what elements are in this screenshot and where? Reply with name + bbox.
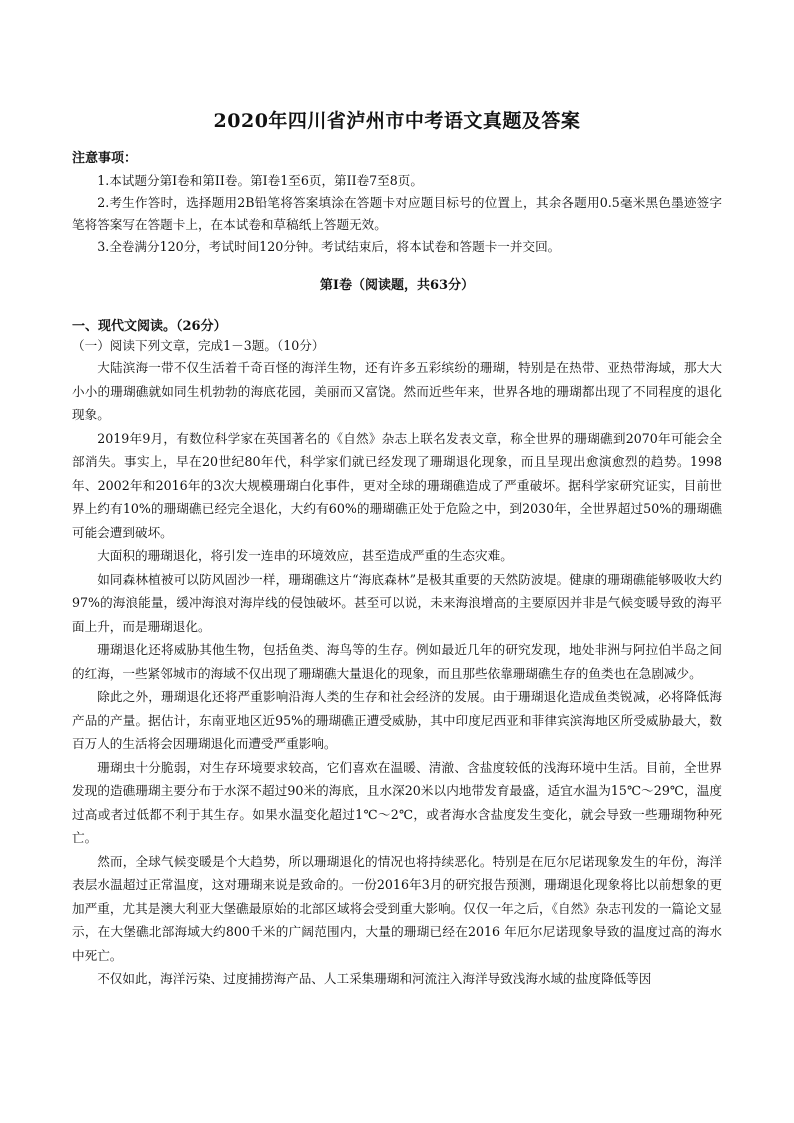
article-paragraph: 珊瑚退化还将威胁其他生物，包括鱼类、海鸟等的生存。例如最近几年的研究发现，地处非洲与阿拉伯半岛之间的红海，一些紧邻城市的海域不仅出现了珊瑚礁大量退化的现象，而且那些依靠珊瑚礁生存的鱼类也在急剧减少。 xyxy=(72,642,722,681)
part-heading: 一、现代文阅读。（26分） xyxy=(72,319,227,334)
section-title: 第Ⅰ卷（阅读题，共63分） xyxy=(319,278,475,293)
article-paragraph: 大面积的珊瑚退化，将引发一连串的环境效应，甚至造成严重的生态灾难。 xyxy=(97,548,513,563)
document-title: 2020年四川省泸州市中考语文真题及答案 xyxy=(213,110,581,132)
article-paragraph: 不仅如此，海洋污染、过度捕捞海产品、人工采集珊瑚和河流注入海洋导致浅海水域的盐度降低等因 xyxy=(97,971,652,986)
notice-section xyxy=(72,147,722,258)
article-paragraph: 2019年9月，有数位科学家在英国著名的《自然》杂志上联名发表文章，称全世界的珊瑚礁到2070年可能会全部消失。事实上，早在20世纪80年代，科学家们就已经发现了珊瑚退化现象，而且呈现出愈演愈烈的趋势。1998年、2002年和2016年的3次大规模珊瑚白化事件，更对全球的珊瑚礁造成了严重破坏。据科学家研究证实，目前世界上约有10%的珊瑚礁已经完全退化，大约有60%的珊瑚礁正处于危险之中，到2030年，全世界超过50%的珊瑚礁可能会遭到破坏。 xyxy=(72,430,722,540)
article-body xyxy=(72,356,722,991)
article-paragraph: 除此之外，珊瑚退化还将严重影响沿海人类的生存和社会经济的发展。由于珊瑚退化造成鱼类锐减，必将降低海产品的产量。据估计，东南亚地区近95%的珊瑚礁正遭受威胁，其中印度尼西亚和菲律宾滨海地区所受威胁最大，数百万人的生活将会因珊瑚退化而遭受严重影响。 xyxy=(72,689,722,751)
article-paragraph: 珊瑚虫十分脆弱，对生存环境要求较高，它们喜欢在温暖、清澈、含盐度较低的浅海环境中生活。目前，全世界发现的造礁珊瑚主要分布于水深不超过90米的海底，且水深20米以内地带发育最盛，适宜水温为15℃～29℃，温度过高或者过低都不利于其生存。如果水温变化超过1℃～2℃，或者海水含盐度发生变化，就会导致一些珊瑚物种死亡。 xyxy=(72,759,722,845)
sub-heading: （一）阅读下列文章，完成1－3题。（10分） xyxy=(72,338,325,353)
article-paragraph: 大陆滨海一带不仅生活着千奇百怪的海洋生物，还有许多五彩缤纷的珊瑚，特别是在热带、亚热带海域，那大大小小的珊瑚礁就如同生机勃勃的海底花园，美丽而又富饶。然而近些年来，世界各地的珊瑚都出现了不同程度的退化现象。 xyxy=(72,360,722,422)
notice-item: 2.考生作答时，选择题用2B铅笔将答案填涂在答题卡对应题目标号的位置上，其余各题用0.5毫米黑色墨迹签字笔将答案写在答题卡上，在本试卷和草稿纸上答题无效。 xyxy=(72,195,722,232)
notice-item: 1.本试题分第Ⅰ卷和第II卷。第Ⅰ卷1至6页，第II卷7至8页。 xyxy=(97,173,423,188)
article-paragraph: 如同森林植被可以防风固沙一样，珊瑚礁这片“海底森林”是极其重要的天然防波堤。健康的珊瑚礁能够吸收大约97%的海浪能量，缓冲海浪对海岸线的侵蚀破坏。甚至可以说，未来海浪增高的主要原因并非是气候变暖导致的海平面上升，而是珊瑚退化。 xyxy=(72,571,722,634)
document-page xyxy=(72,106,722,991)
notice-item: 3.全卷满分120分，考试时间120分钟。考试结束后，将本试卷和答题卡一并交回。 xyxy=(97,239,561,254)
article-paragraph: 然而，全球气候变暖是个大趋势，所以珊瑚退化的情况也将持续恶化。特别是在厄尔尼诺现象发生的年份，海洋表层水温超过正常温度，这对珊瑚来说是致命的。一份2016年3月的研究报告预测，珊瑚退化现象将比以前想象的更加严重，尤其是澳大利亚大堡礁最原始的北部区域将会受到重大影响。仅仅一年之后，《自然》杂志刊发的一篇论文显示，在大堡礁北部海域大约800千米的广阔范围内，大量的珊瑚已经在2016 年厄尔尼诺现象导致的温度过高的海水中死亡。 xyxy=(72,853,722,963)
notice-heading: 注意事项： xyxy=(72,151,138,166)
